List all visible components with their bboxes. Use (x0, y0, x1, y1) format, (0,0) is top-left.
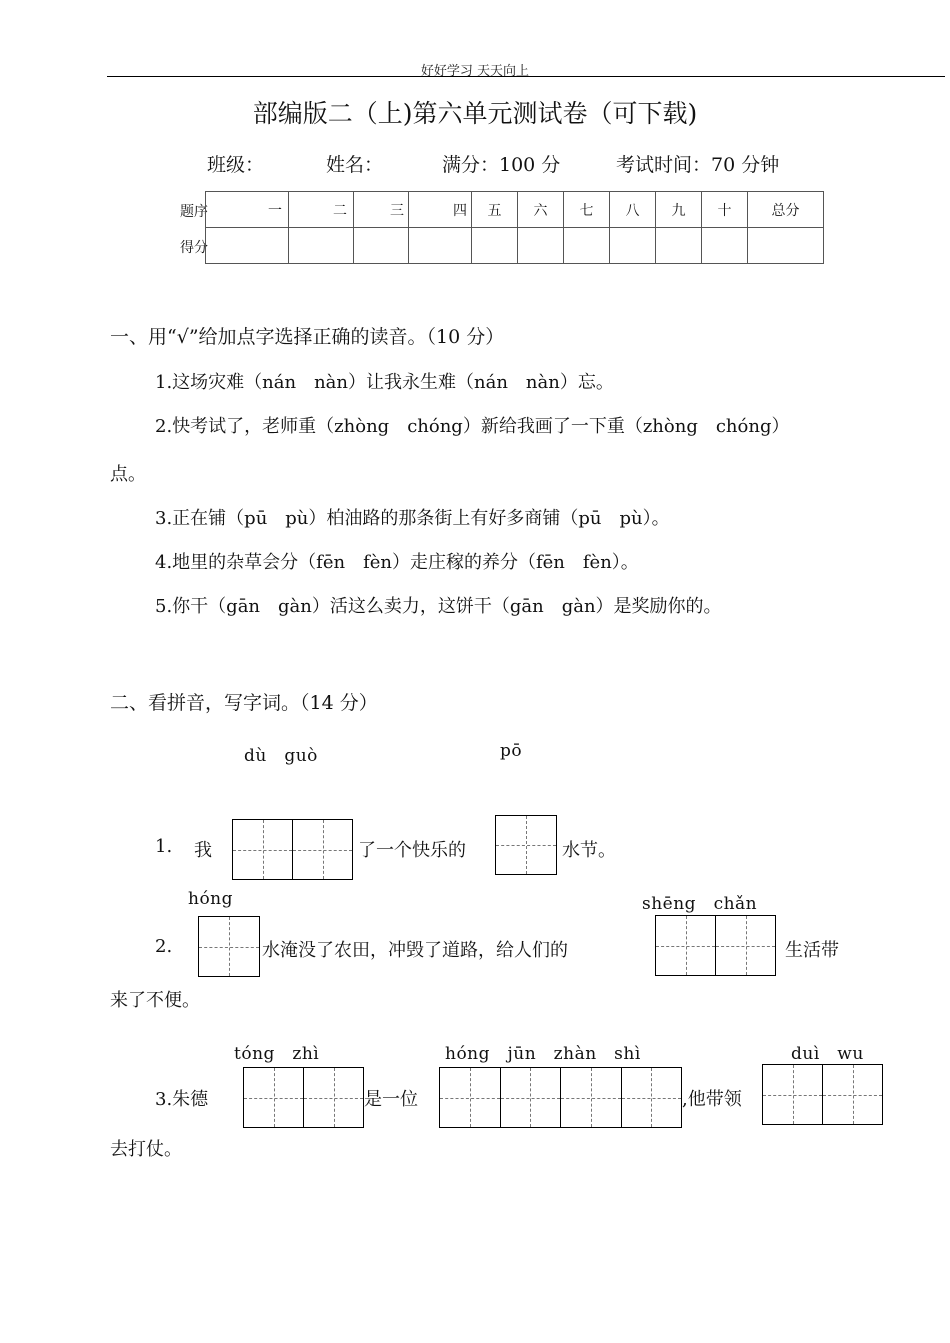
char-box[interactable] (621, 1068, 682, 1127)
col-header: 五 (472, 192, 518, 228)
char-box[interactable] (244, 1068, 303, 1127)
col-header: 九 (656, 192, 702, 228)
score-table (205, 191, 824, 264)
col-header: 十 (702, 192, 748, 228)
char-box[interactable] (303, 1068, 363, 1127)
q3-pinyin-a: tóng zhì (234, 1044, 320, 1064)
q3-answer-grid-a[interactable] (243, 1067, 364, 1128)
score-cell[interactable] (409, 228, 472, 264)
section1-item-3: 3.正在铺（pū pù）柏油路的那条街上有好多商铺（pū pù）。 (155, 508, 670, 529)
score-cell[interactable] (610, 228, 656, 264)
q3-answer-grid-c[interactable] (762, 1064, 883, 1125)
char-box[interactable] (292, 820, 352, 879)
q1-number: 1. (155, 836, 173, 857)
q3-text-d: 去打仗。 (110, 1139, 182, 1160)
page-title: 部编版二（上)第六单元测试卷（可下载) (252, 99, 698, 128)
section1-item-1: 1.这场灾难（nán nàn）让我永生难（nán nàn）忘。 (155, 372, 614, 393)
char-box[interactable] (233, 820, 292, 879)
col-header: 三 (354, 192, 409, 228)
score-cell[interactable] (206, 228, 289, 264)
score-cell[interactable] (289, 228, 354, 264)
col-header: 六 (518, 192, 564, 228)
q3-text-b: 是一位 (364, 1089, 418, 1110)
q1-pinyin-a: dù guò (244, 746, 318, 766)
score-cell[interactable] (702, 228, 748, 264)
col-header: 八 (610, 192, 656, 228)
section1-item-4: 4.地里的杂草会分（fēn fèn）走庄稼的养分（fēn fèn）。 (155, 552, 639, 573)
section1-heading: 一、用“√”给加点字选择正确的读音。（10 分） (110, 326, 505, 348)
q3-text-a: 3.朱德 (155, 1089, 209, 1110)
col-header: 一 (206, 192, 289, 228)
section1-item-2: 2.快考试了，老师重（zhòng chóng）新给我画了一下重（zhòng chóng） (155, 416, 790, 437)
q1-text-b: 了一个快乐的 (358, 840, 466, 861)
header-divider (107, 76, 945, 77)
score-table-score-row (206, 228, 824, 264)
score-table-header-row (206, 192, 824, 228)
q1-answer-grid-a[interactable] (232, 819, 353, 880)
class-field: 班级： (207, 154, 265, 176)
char-box[interactable] (199, 917, 259, 976)
q2-number: 2. (155, 936, 173, 957)
section1-item-2-cont: 点。 (110, 464, 146, 485)
char-box[interactable] (440, 1068, 500, 1127)
q2-answer-grid-a[interactable] (198, 916, 260, 977)
q3-pinyin-b: hóng jūn zhàn shì (445, 1044, 641, 1064)
score-table-row1-label: 题序 (180, 204, 208, 220)
col-header: 总分 (748, 192, 824, 228)
char-box[interactable] (560, 1068, 621, 1127)
section1-item-5: 5.你干（gān gàn）活这么卖力，这饼干（gān gàn）是奖励你的。 (155, 596, 722, 617)
col-header: 四 (409, 192, 472, 228)
char-box[interactable] (496, 816, 556, 874)
char-box[interactable] (763, 1065, 822, 1124)
char-box[interactable] (656, 916, 715, 975)
q3-pinyin-c: duì wu (791, 1044, 864, 1064)
q1-answer-grid-b[interactable] (495, 815, 557, 875)
char-box[interactable] (822, 1065, 882, 1124)
col-header: 二 (289, 192, 354, 228)
q3-answer-grid-b[interactable] (439, 1067, 682, 1128)
score-cell[interactable] (354, 228, 409, 264)
q2-answer-grid-b[interactable] (655, 915, 776, 976)
full-score: 满分：100 分 (442, 154, 561, 176)
q2-pinyin-a: hóng (188, 889, 234, 909)
char-box[interactable] (500, 1068, 561, 1127)
exam-time: 考试时间：70 分钟 (616, 154, 780, 176)
section2-heading: 二、看拼音，写字词。（14 分） (110, 692, 378, 714)
q3-text-c: ,他带领 (682, 1089, 742, 1110)
score-cell[interactable] (564, 228, 610, 264)
q2-text-a: 水淹没了农田，冲毁了道路，给人们的 (262, 940, 568, 961)
col-header: 七 (564, 192, 610, 228)
q1-pinyin-b: pō (500, 741, 523, 761)
name-field: 姓名： (326, 154, 384, 176)
q1-text-a: 我 (194, 840, 212, 861)
q2-text-c: 来了不便。 (110, 990, 200, 1011)
char-box[interactable] (715, 916, 775, 975)
score-table-row2-label: 得分 (180, 240, 208, 256)
score-cell[interactable] (748, 228, 824, 264)
score-cell[interactable] (518, 228, 564, 264)
score-cell[interactable] (472, 228, 518, 264)
score-cell[interactable] (656, 228, 702, 264)
q2-pinyin-b: shēng chǎn (642, 894, 758, 914)
page-header: 好好学习 天天向上 (420, 64, 530, 79)
q1-text-c: 水节。 (562, 840, 616, 861)
q2-text-b: 生活带 (785, 940, 839, 961)
